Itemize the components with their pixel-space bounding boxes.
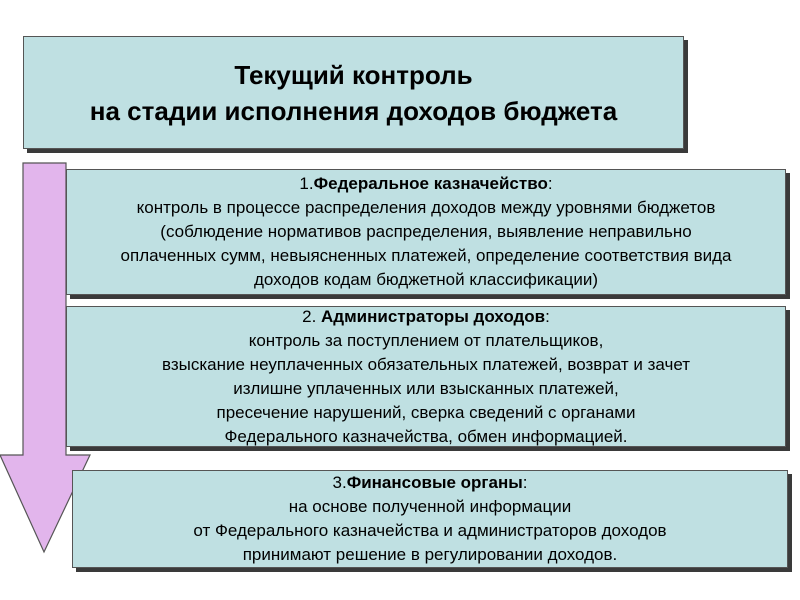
block-3-number: 3. (332, 473, 347, 492)
block-3-heading-text: Финансовые органы (346, 473, 523, 492)
block-2-heading-text: Администраторы доходов (321, 306, 546, 326)
block-1-number: 1. (299, 174, 314, 193)
block-2-line: Федерального казначейства, обмен информацией. (224, 426, 628, 446)
block-3-line: на основе полученной информации (288, 497, 572, 516)
block-2-colon: : (545, 306, 550, 326)
block-3-line: принимают решение в регулировании доходов. (242, 545, 618, 564)
block-1-line: оплаченных сумм, невыясненных платежей, определение соответствия вида (120, 246, 732, 265)
financial-bodies-box (72, 470, 788, 568)
block-1-line: (соблюдение нормативов распределения, выявление неправильно (160, 222, 692, 241)
block-1-colon: : (547, 174, 553, 193)
block-1-heading-text: Федеральное казначейство (313, 174, 548, 193)
block-2-line: пресечение нарушений, сверка сведений с органами (216, 402, 636, 422)
block-3-line: от Федерального казначейства и администраторов доходов (193, 521, 667, 540)
block-3-colon: : (522, 473, 528, 492)
block-2-heading (302, 305, 550, 329)
title-line-1: Текущий контроль (234, 59, 473, 90)
block-2-line: контроль за поступлением от плательщиков, (248, 330, 604, 350)
block-1-line: контроль в процессе распределения доходов между уровнями бюджетов (136, 198, 716, 217)
block-3-heading (333, 471, 528, 495)
block-2-line: взыскание неуплаченных обязательных платежей, возврат и зачет (162, 354, 690, 374)
block-2-number: 2. (302, 306, 322, 326)
block-1-line: доходов кодам бюджетной классификации) (254, 270, 598, 289)
title-line-2: на стадии исполнения доходов бюджета (89, 95, 618, 126)
block-2-line: излишне уплаченных или взысканных платежей, (233, 378, 619, 398)
title-box (23, 36, 684, 149)
federal-treasury-box (66, 169, 786, 295)
revenue-administrators-box (66, 306, 786, 447)
block-1-heading (299, 172, 552, 196)
